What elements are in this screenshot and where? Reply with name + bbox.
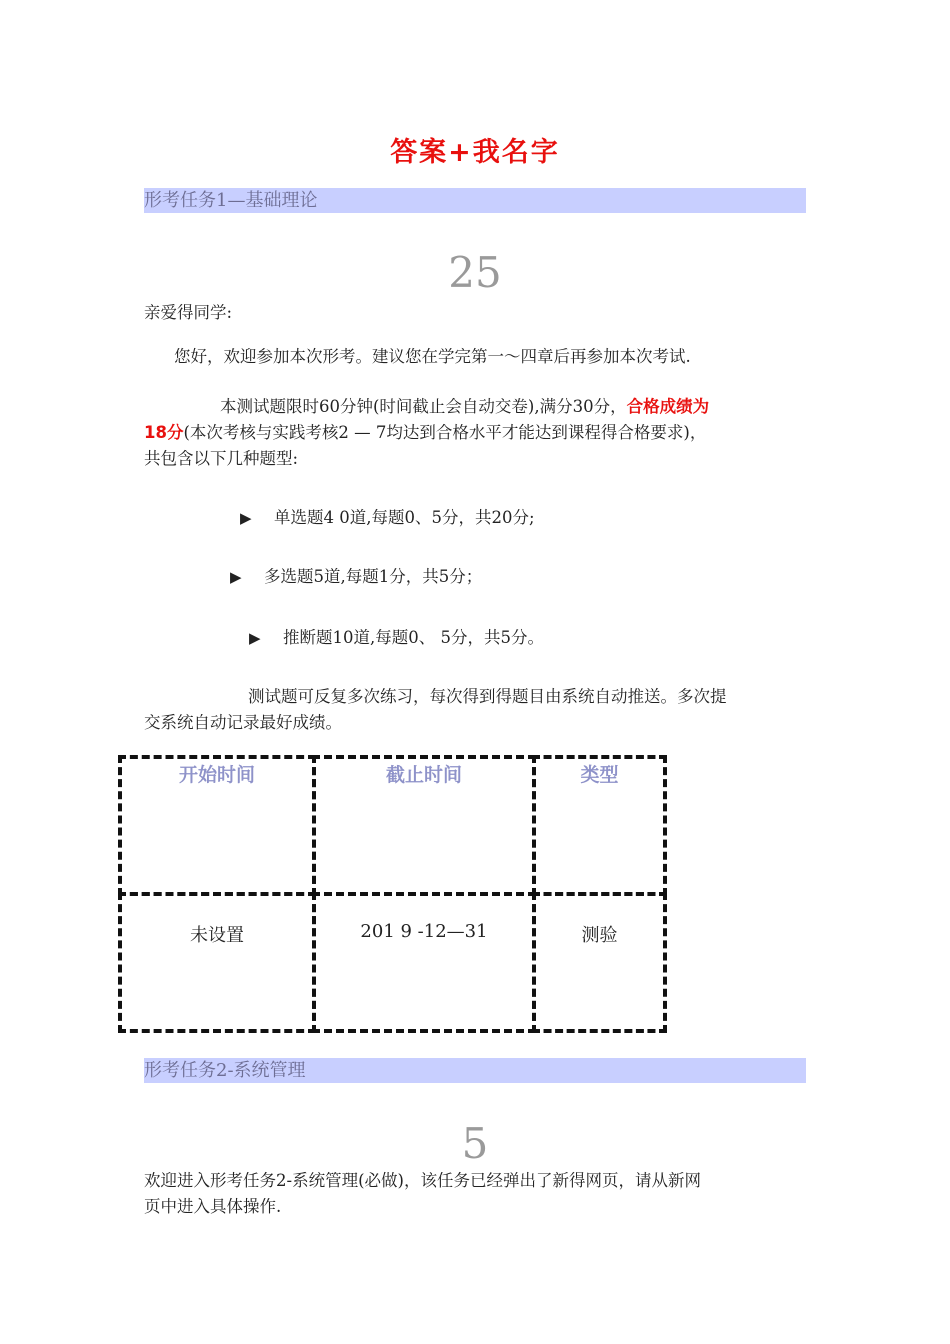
cell-end-time: 201 9 -12—31 [360,921,488,942]
document-title: 答案+我名字 [390,137,560,168]
section-header-1: 形考任务1—基础理论 [144,188,806,213]
practice-line-2: 交系统自动记录最好成绩。 [144,713,342,732]
triangle-bullet-icon: ▶ [240,509,252,527]
practice-line-1: 测试题可反复多次练习，每次得到得题目由系统自动推送。多次提 [248,687,727,706]
list-item [230,563,482,587]
cell-start-time: 未设置 [190,925,244,946]
column-header-start-time: 开始时间 [178,764,255,786]
section2-line-1: 欢迎进入形考任务2-系统管理(必做)，该任务已经弹出了新得网页，请从新网 [144,1171,701,1190]
list-item-label: 单选题4 0道,每题0、5分，共20分; [274,508,535,527]
table-cell [532,892,667,1033]
section-header-2: 形考任务2-系统管理 [144,1058,806,1083]
list-item [240,504,535,528]
table-cell [312,892,536,1033]
section2-line-2: 页中进入具体操作. [144,1197,282,1216]
score-2: 5 [461,1119,489,1168]
triangle-bullet-icon: ▶ [249,629,261,647]
intro-paragraph: 您好，欢迎参加本次形考。建议您在学完第一～四章后再参加本次考试. [174,347,691,366]
pass-score-label: 合格成绩为 [626,397,710,416]
score-1: 25 [448,248,502,297]
rules-text-c: 共包含以下几种题型: [144,449,299,468]
rules-text-a: 本测试题限时60分钟(时间截止会自动交卷),满分30分， [220,397,627,416]
column-header-end-time: 截止时间 [385,764,462,786]
list-item-label: 多选题5道,每题1分，共5分； [264,567,483,586]
section2-paragraph [144,1168,806,1220]
greeting: 亲爱得同学: [144,303,233,322]
practice-paragraph [144,684,806,736]
column-header-type: 类型 [580,764,619,786]
table-cell [118,892,316,1033]
triangle-bullet-icon: ▶ [230,568,242,586]
list-item [249,624,544,648]
list-item-label: 推断题10道,每题0、 5分，共5分。 [283,628,544,647]
cell-type: 测验 [581,925,618,946]
rules-paragraph [144,394,806,472]
pass-score-value: 18分 [144,423,184,442]
rules-text-b: (本次考核与实践考核2 — 7均达到合格水平才能达到课程得合格要求)， [183,423,707,442]
